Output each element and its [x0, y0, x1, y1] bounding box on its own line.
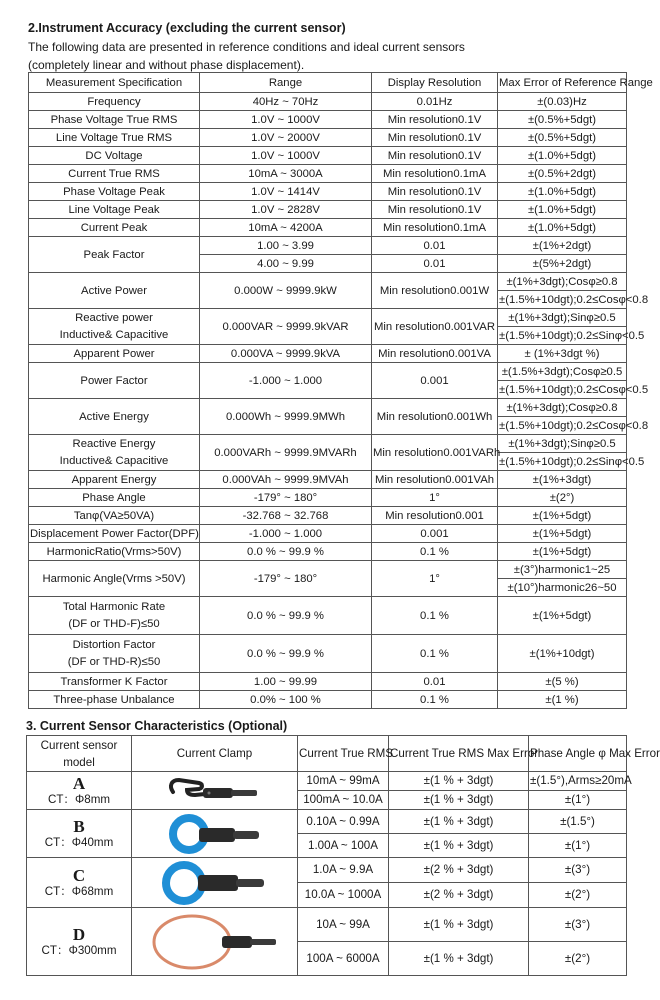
table-row — [27, 810, 627, 834]
table-row — [29, 201, 627, 219]
header-cell: Display Resolution — [372, 73, 498, 93]
section2-note-line2: (completely linear and without phase displacement). — [28, 58, 305, 72]
error-cell: ±(1.0%+5dgt) — [498, 183, 627, 201]
range-cell: -179° ~ 180° — [200, 489, 372, 507]
error-cell: ±(10°)harmonic26~50 — [498, 579, 627, 597]
phase-error-cell: ±(3°) — [529, 908, 627, 942]
range-cell: 0.000Wh ~ 9999.9MWh — [200, 399, 372, 435]
clamp-image-cell — [132, 810, 298, 858]
spec-line: (DF or THD-R)≤50 — [67, 655, 161, 668]
table-row — [29, 111, 627, 129]
error-cell: ± (1%+3dgt %) — [498, 345, 627, 363]
resolution-cell: 0.01 — [372, 255, 498, 273]
error-cell: ±(1%+10dgt) — [498, 635, 627, 673]
phase-error-cell: ±(1°) — [529, 791, 627, 810]
resolution-cell: 0.001 — [372, 363, 498, 399]
error-cell: ±(1.5%+10dgt);0.2≤Sinφ<0.5 — [498, 453, 627, 471]
header-line: Current sensor — [40, 738, 118, 752]
spec-line: Inductive& Capacitive — [59, 454, 169, 467]
table-row — [29, 635, 627, 673]
resolution-cell: Min resolution0.001Wh — [372, 399, 498, 435]
sensor-ct-size: CT：Φ8mm — [47, 793, 111, 806]
spec-cell: Displacement Power Factor(DPF) — [29, 525, 200, 543]
spec-cell: Apparent Energy — [29, 471, 200, 489]
resolution-cell: Min resolution0.1V — [372, 201, 498, 219]
range-cell: 0.0 % ~ 99.9 % — [200, 597, 372, 635]
range-cell: 40Hz ~ 70Hz — [200, 93, 372, 111]
error-cell: ±(2°) — [498, 489, 627, 507]
table-row — [29, 237, 627, 255]
error-cell: ±(1 % + 3dgt) — [389, 942, 529, 976]
spec-line: Total Harmonic Rate — [62, 600, 166, 613]
resolution-cell: Min resolution0.001VA — [372, 345, 498, 363]
table-row — [29, 363, 627, 381]
spec-cell: Tanφ(VA≥50VA) — [29, 507, 200, 525]
range-cell: 1.00 ~ 99.99 — [200, 673, 372, 691]
resolution-cell: Min resolution0.001W — [372, 273, 498, 309]
error-cell: ±(0.5%+5dgt) — [498, 129, 627, 147]
spec-cell: Phase Angle — [29, 489, 200, 507]
section3-title: 3. Current Sensor Characteristics (Optional) — [26, 719, 288, 733]
spec-cell: Three-phase Unbalance — [29, 691, 200, 709]
range-cell: 4.00 ~ 9.99 — [200, 255, 372, 273]
range-cell: 100A ~ 6000A — [298, 942, 389, 976]
resolution-cell: 0.1 % — [372, 543, 498, 561]
table-row — [29, 525, 627, 543]
resolution-cell: 0.1 % — [372, 597, 498, 635]
resolution-cell: Min resolution0.1V — [372, 111, 498, 129]
error-cell: ±(1 % + 3dgt) — [389, 791, 529, 810]
resolution-cell: 1° — [372, 489, 498, 507]
header-cell: Current True RMS — [298, 736, 389, 772]
range-cell: 1.0V ~ 1000V — [200, 111, 372, 129]
spec-line: Inductive& Capacitive — [59, 328, 169, 341]
table-row — [27, 772, 627, 791]
resolution-cell: 0.01Hz — [372, 93, 498, 111]
table-row — [29, 309, 627, 327]
error-cell: ±(1%+3dgt);Cosφ≥0.8 — [498, 273, 627, 291]
table-row — [29, 129, 627, 147]
range-cell: 0.000VARh ~ 9999.9MVARh — [200, 435, 372, 471]
error-cell: ±(2 % + 3dgt) — [389, 883, 529, 908]
spec-cell — [29, 435, 200, 471]
sensor-ct-size: CT：Φ68mm — [44, 885, 114, 898]
range-cell: 0.0% ~ 100 % — [200, 691, 372, 709]
sensor-letter: D — [72, 925, 86, 944]
range-cell: 1.00A ~ 100A — [298, 834, 389, 858]
table-row — [29, 543, 627, 561]
section2-note-line1: The following data are presented in reference conditions and ideal current sensors — [28, 40, 465, 54]
section2-title: 2.Instrument Accuracy (excluding the current sensor) — [28, 21, 346, 35]
table-row — [29, 273, 627, 291]
range-cell: 0.000VAh ~ 9999.9MVAh — [200, 471, 372, 489]
range-cell: 1.0A ~ 9.9A — [298, 858, 389, 883]
spec-cell: Current True RMS — [29, 165, 200, 183]
phase-error-cell: ±(2°) — [529, 942, 627, 976]
spec-cell: HarmonicRatio(Vrms>50V) — [29, 543, 200, 561]
large-clamp-icon — [160, 860, 270, 906]
table-row — [27, 908, 627, 942]
header-cell — [27, 736, 132, 772]
table-row — [29, 219, 627, 237]
table-header-row — [27, 736, 627, 772]
range-cell: 10.0A ~ 1000A — [298, 883, 389, 908]
error-cell: ±(1%+3dgt) — [498, 471, 627, 489]
table-row — [29, 471, 627, 489]
spec-cell: DC Voltage — [29, 147, 200, 165]
clamp-image-cell — [132, 908, 298, 976]
range-cell: 0.000W ~ 9999.9kW — [200, 273, 372, 309]
spec-cell: Frequency — [29, 93, 200, 111]
phase-error-cell: ±(2°) — [529, 883, 627, 908]
spec-cell: Phase Voltage True RMS — [29, 111, 200, 129]
range-cell: 10mA ~ 99mA — [298, 772, 389, 791]
error-cell: ±(1 % + 3dgt) — [389, 834, 529, 858]
resolution-cell: 0.001 — [372, 525, 498, 543]
error-cell: ±(0.5%+5dgt) — [498, 111, 627, 129]
table-row — [29, 399, 627, 417]
sensor-model-cell — [27, 810, 132, 858]
error-cell: ±(5 %) — [498, 673, 627, 691]
spec-cell: Current Peak — [29, 219, 200, 237]
error-cell: ±(1.5%+10dgt);0.2≤Cosφ<0.5 — [498, 381, 627, 399]
resolution-cell: Min resolution0.1V — [372, 129, 498, 147]
error-cell: ±(1%+5dgt) — [498, 597, 627, 635]
error-cell: ±(1 % + 3dgt) — [389, 772, 529, 791]
spec-cell — [29, 309, 200, 345]
range-cell: 1.0V ~ 2828V — [200, 201, 372, 219]
sensor-model-cell — [27, 908, 132, 976]
table-row — [29, 673, 627, 691]
resolution-cell: Min resolution0.1V — [372, 183, 498, 201]
error-cell: ±(1.0%+5dgt) — [498, 201, 627, 219]
range-cell: 0.000VA ~ 9999.9kVA — [200, 345, 372, 363]
range-cell: 0.000VAR ~ 9999.9kVAR — [200, 309, 372, 345]
spec-cell: Transformer K Factor — [29, 673, 200, 691]
header-cell: Range — [200, 73, 372, 93]
range-cell: 1.0V ~ 1000V — [200, 147, 372, 165]
error-cell: ±(1%+5dgt) — [498, 507, 627, 525]
spec-cell — [29, 635, 200, 673]
table-row — [29, 435, 627, 453]
table-row — [29, 165, 627, 183]
sensor-model-cell — [27, 858, 132, 908]
error-cell: ±(1.5%+3dgt);Cosφ≥0.5 — [498, 363, 627, 381]
header-cell: Current Clamp — [132, 736, 298, 772]
header-cell: Measurement Specification — [29, 73, 200, 93]
error-cell: ±(1 % + 3dgt) — [389, 908, 529, 942]
resolution-cell: Min resolution0.001VAR — [372, 309, 498, 345]
resolution-cell: Min resolution0.001VAh — [372, 471, 498, 489]
table-row — [29, 561, 627, 579]
error-cell: ±(1%+5dgt) — [498, 525, 627, 543]
error-cell: ±(1.5%+10dgt);0.2≤Cosφ<0.8 — [498, 417, 627, 435]
error-cell: ±(0.03)Hz — [498, 93, 627, 111]
resolution-cell: 0.01 — [372, 673, 498, 691]
flexible-coil-icon — [150, 909, 280, 975]
spec-cell: Phase Voltage Peak — [29, 183, 200, 201]
spec-cell: Harmonic Angle(Vrms >50V) — [29, 561, 200, 597]
spec-cell: Peak Factor — [29, 237, 200, 273]
spec-cell: Line Voltage True RMS — [29, 129, 200, 147]
error-cell: ±(3°)harmonic1~25 — [498, 561, 627, 579]
medium-clamp-icon — [165, 812, 265, 856]
error-cell: ±(1%+5dgt) — [498, 543, 627, 561]
resolution-cell: Min resolution0.001VARh — [372, 435, 498, 471]
range-cell: 1.00 ~ 3.99 — [200, 237, 372, 255]
error-cell: ±(2 % + 3dgt) — [389, 858, 529, 883]
table-row — [29, 489, 627, 507]
table-row — [29, 183, 627, 201]
phase-error-cell: ±(1.5°),Arms≥20mA — [529, 772, 627, 791]
range-cell: 10mA ~ 3000A — [200, 165, 372, 183]
table-row — [29, 147, 627, 165]
error-cell: ±(1%+2dgt) — [498, 237, 627, 255]
current-sensor-table — [26, 735, 660, 976]
spec-cell: Line Voltage Peak — [29, 201, 200, 219]
table-row — [27, 858, 627, 883]
sensor-letter: C — [72, 866, 86, 885]
range-cell: 10A ~ 99A — [298, 908, 389, 942]
range-cell: -1.000 ~ 1.000 — [200, 525, 372, 543]
table-row — [29, 345, 627, 363]
accuracy-table — [28, 72, 653, 709]
sensor-letter: B — [73, 817, 85, 836]
phase-error-cell: ±(1.5°) — [529, 810, 627, 834]
resolution-cell: 0.01 — [372, 237, 498, 255]
range-cell: -1.000 ~ 1.000 — [200, 363, 372, 399]
table-row — [29, 597, 627, 635]
resolution-cell: 1° — [372, 561, 498, 597]
sensor-model-cell — [27, 772, 132, 810]
range-cell: 10mA ~ 4200A — [200, 219, 372, 237]
header-cell: Max Error of Reference Range — [498, 73, 627, 93]
resolution-cell: Min resolution0.1mA — [372, 165, 498, 183]
error-cell: ±(1.0%+5dgt) — [498, 147, 627, 165]
error-cell: ±(1.0%+5dgt) — [498, 219, 627, 237]
range-cell: -32.768 ~ 32.768 — [200, 507, 372, 525]
header-cell: Current True RMS Max Error — [389, 736, 529, 772]
range-cell: 0.0 % ~ 99.9 % — [200, 635, 372, 673]
header-line: model — [63, 755, 95, 769]
sensor-ct-size: CT：Φ300mm — [41, 944, 117, 957]
resolution-cell: Min resolution0.1V — [372, 147, 498, 165]
error-cell: ±(0.5%+2dgt) — [498, 165, 627, 183]
spec-line: Distortion Factor — [72, 638, 156, 651]
error-cell: ±(1%+3dgt);Cosφ≥0.8 — [498, 399, 627, 417]
spec-cell: Active Power — [29, 273, 200, 309]
header-cell: Phase Angle φ Max Error — [529, 736, 627, 772]
error-cell: ±(1.5%+10dgt);0.2≤Cosφ<0.8 — [498, 291, 627, 309]
resolution-cell: 0.1 % — [372, 635, 498, 673]
resolution-cell: Min resolution0.001 — [372, 507, 498, 525]
spec-line: (DF or THD-F)≤50 — [68, 617, 160, 630]
spec-line: Reactive Energy — [72, 437, 156, 450]
resolution-cell: Min resolution0.1mA — [372, 219, 498, 237]
range-cell: 100mA ~ 10.0A — [298, 791, 389, 810]
spec-line: Reactive power — [75, 311, 153, 324]
sensor-letter: A — [72, 774, 86, 793]
error-cell: ±(1%+3dgt);Sinφ≥0.5 — [498, 435, 627, 453]
spec-cell: Active Energy — [29, 399, 200, 435]
phase-error-cell: ±(3°) — [529, 858, 627, 883]
table-header-row — [29, 73, 627, 93]
table-row — [29, 691, 627, 709]
range-cell: 1.0V ~ 1414V — [200, 183, 372, 201]
table-row — [29, 93, 627, 111]
spec-cell — [29, 597, 200, 635]
range-cell: -179° ~ 180° — [200, 561, 372, 597]
phase-error-cell: ±(1°) — [529, 834, 627, 858]
error-cell: ±(1 % + 3dgt) — [389, 810, 529, 834]
range-cell: 0.0 % ~ 99.9 % — [200, 543, 372, 561]
resolution-cell: 0.1 % — [372, 691, 498, 709]
clamp-image-cell — [132, 772, 298, 810]
spec-cell: Power Factor — [29, 363, 200, 399]
sensor-ct-size: CT：Φ40mm — [44, 836, 114, 849]
table-row — [29, 507, 627, 525]
clamp-image-cell — [132, 858, 298, 908]
small-clamp-icon — [165, 776, 265, 806]
error-cell: ±(1 %) — [498, 691, 627, 709]
error-cell: ±(1%+3dgt);Sinφ≥0.5 — [498, 309, 627, 327]
range-cell: 0.10A ~ 0.99A — [298, 810, 389, 834]
range-cell: 1.0V ~ 2000V — [200, 129, 372, 147]
error-cell: ±(1.5%+10dgt);0.2≤Sinφ<0.5 — [498, 327, 627, 345]
spec-cell: Apparent Power — [29, 345, 200, 363]
error-cell: ±(5%+2dgt) — [498, 255, 627, 273]
